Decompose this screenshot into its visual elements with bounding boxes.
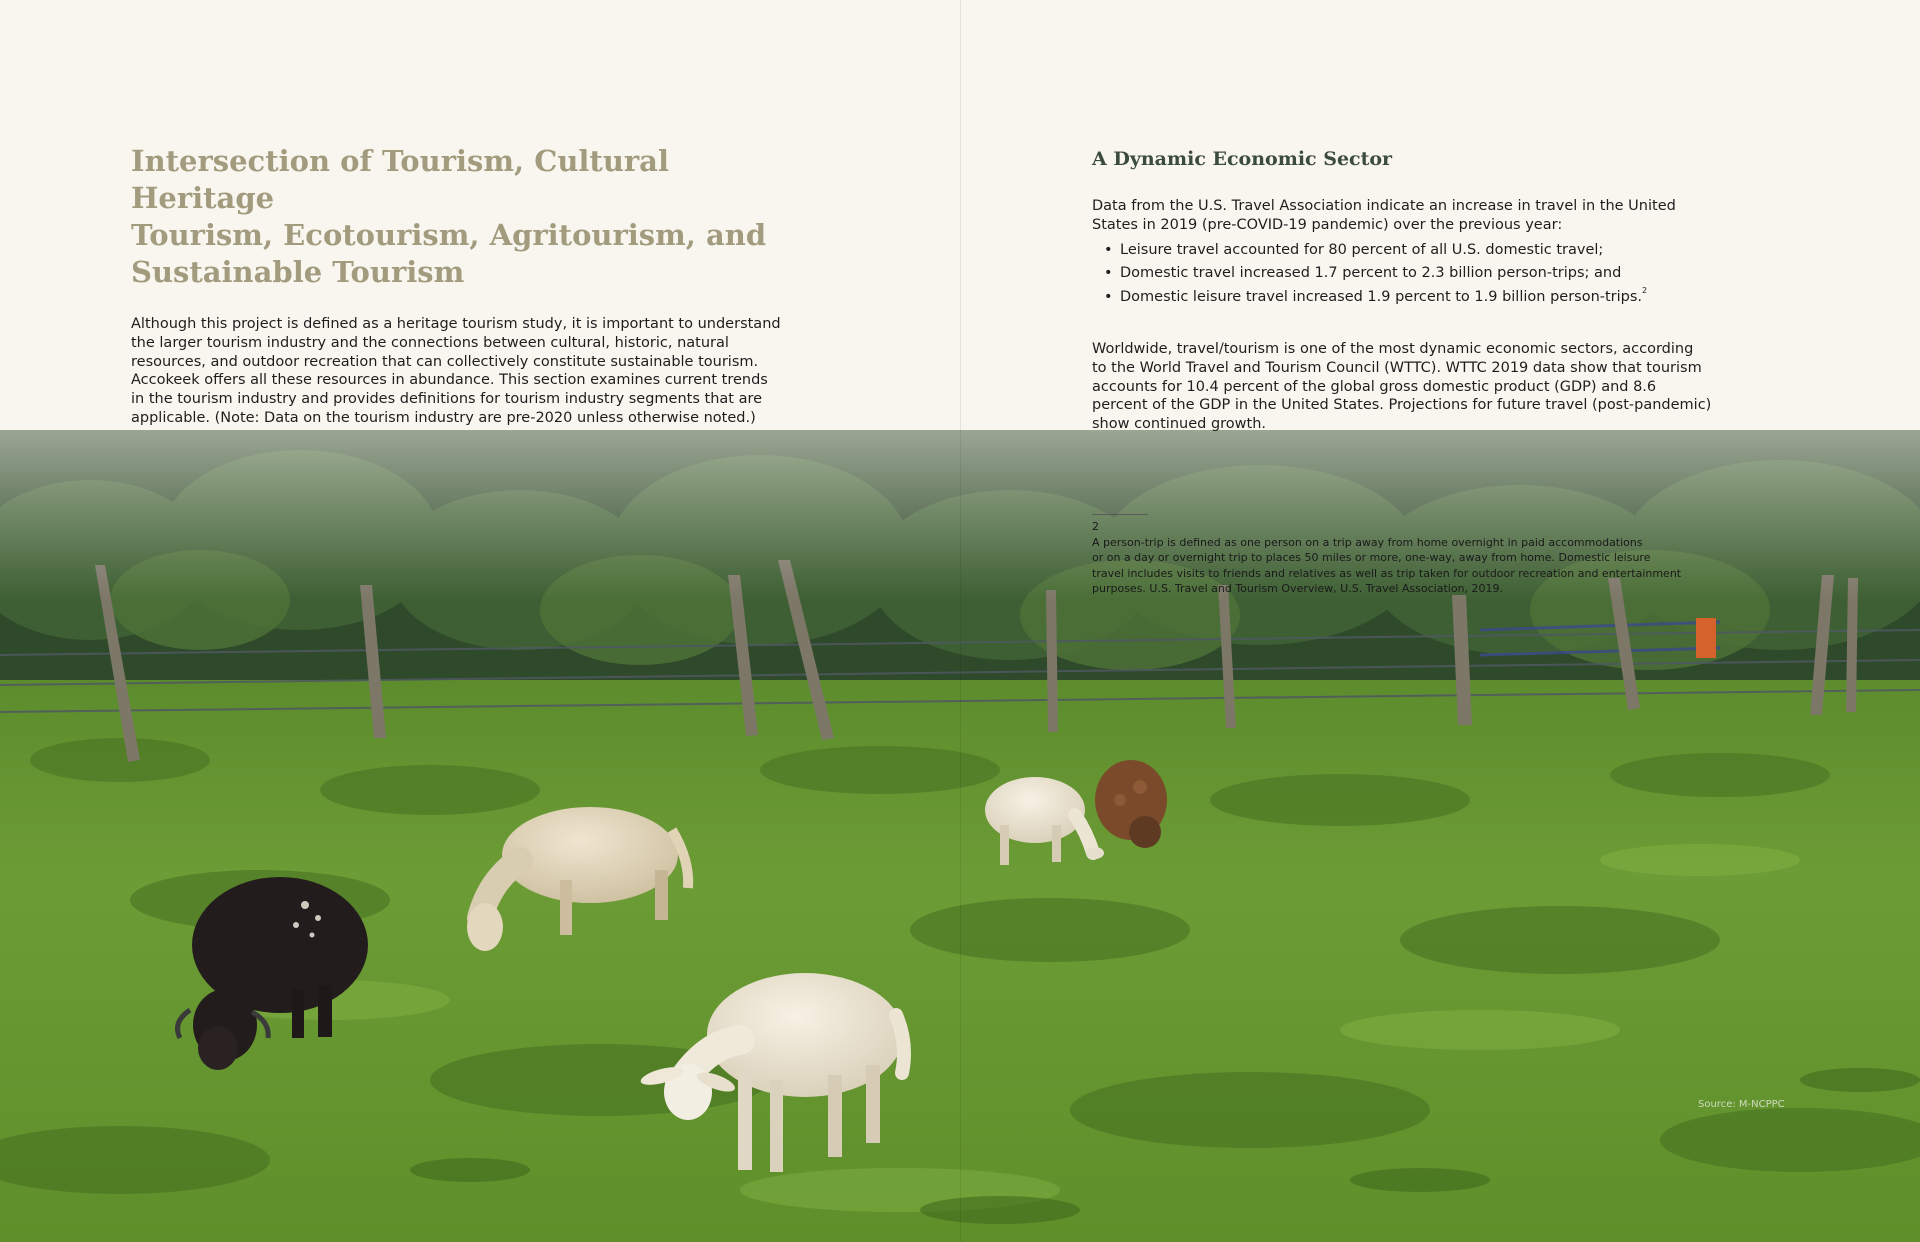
paragraph-line: Worldwide, travel/tourism is one of the most dynamic economic sectors, according — [1092, 341, 1694, 358]
paragraph-line: States in 2019 (pre-COVID-19 pandemic) over the previous year: — [1092, 216, 1563, 233]
worldwide-paragraph — [1092, 340, 1732, 434]
footnote — [1092, 519, 1732, 597]
paragraph-line: percent of the GDP in the United States. Projections for future travel (post-pandemic) — [1092, 397, 1712, 414]
paragraph-line: Although this project is defined as a heritage tourism study, it is important to understand — [131, 316, 781, 332]
paragraph-line: the larger tourism industry and the connections between cultural, historic, natural — [131, 334, 729, 351]
page-gutter — [960, 0, 961, 1242]
list-item — [1092, 239, 1732, 263]
footnote-line: purposes. U.S. Travel and Tourism Overview, U.S. Travel Association, 2019. — [1092, 582, 1504, 596]
section-heading — [131, 143, 791, 291]
paragraph-line: accounts for 10.4 percent of the global gross domestic product (GDP) and 8.6 — [1092, 378, 1657, 395]
paragraph-line: applicable. (Note: Data on the tourism industry are pre-2020 unless otherwise noted.) — [131, 409, 756, 426]
footnote-line: or on a day or overnight trip to places 50 miles or more, one-way, away from home. Domestic leisure — [1092, 551, 1651, 565]
footnote-number: 2 — [1092, 520, 1099, 533]
left-page-text — [131, 143, 791, 428]
footnote-line — [1092, 519, 1732, 550]
paragraph-line: Data from the U.S. Travel Association indicate an increase in travel in the United — [1092, 198, 1676, 214]
list-item — [1092, 286, 1732, 310]
list-item-text: Domestic travel increased 1.7 percent to 2.3 billion person-trips; and — [1120, 265, 1622, 282]
photo-credit: Source: M-NCPPC — [1698, 1099, 1785, 1110]
list-item-text: Domestic leisure travel increased 1.9 percent to 1.9 billion person-trips. — [1120, 288, 1643, 305]
paragraph-line: show continued growth. — [1092, 416, 1267, 433]
subsection-heading: A Dynamic Economic Sector — [1092, 148, 1393, 170]
paragraph-line: to the World Travel and Tourism Council (WTTC). WTTC 2019 data show that tourism — [1092, 359, 1702, 376]
right-page-text — [1092, 147, 1732, 434]
paragraph-line: resources, and outdoor recreation that can collectively constitute sustainable tourism. — [131, 353, 759, 370]
paragraph-line: in the tourism industry and provides definitions for tourism industry segments that are — [131, 391, 763, 408]
list-item — [1092, 262, 1732, 286]
footnote-divider — [1092, 514, 1148, 515]
list-item-text: Leisure travel accounted for 80 percent of all U.S. domestic travel; — [1120, 241, 1604, 258]
paragraph-line: Accokeek offers all these resources in abundance. This section examines current trends — [131, 372, 768, 389]
footnote-ref: 2 — [1642, 285, 1648, 295]
heading-line: Sustainable Tourism — [131, 255, 465, 289]
travel-stats-list — [1092, 239, 1732, 310]
travel-intro-paragraph — [1092, 197, 1732, 235]
footnote-line: travel includes visits to friends and relatives as well as trip taken for outdoor recreation and entertainment — [1092, 566, 1682, 580]
intro-paragraph — [131, 315, 791, 428]
footnote-text: A person-trip is defined as one person on a trip away from home overnight in paid accommodations — [1092, 535, 1643, 549]
heading-line: Intersection of Tourism, Cultural Heritage — [131, 144, 669, 215]
heading-line: Tourism, Ecotourism, Agritourism, and — [131, 218, 767, 252]
